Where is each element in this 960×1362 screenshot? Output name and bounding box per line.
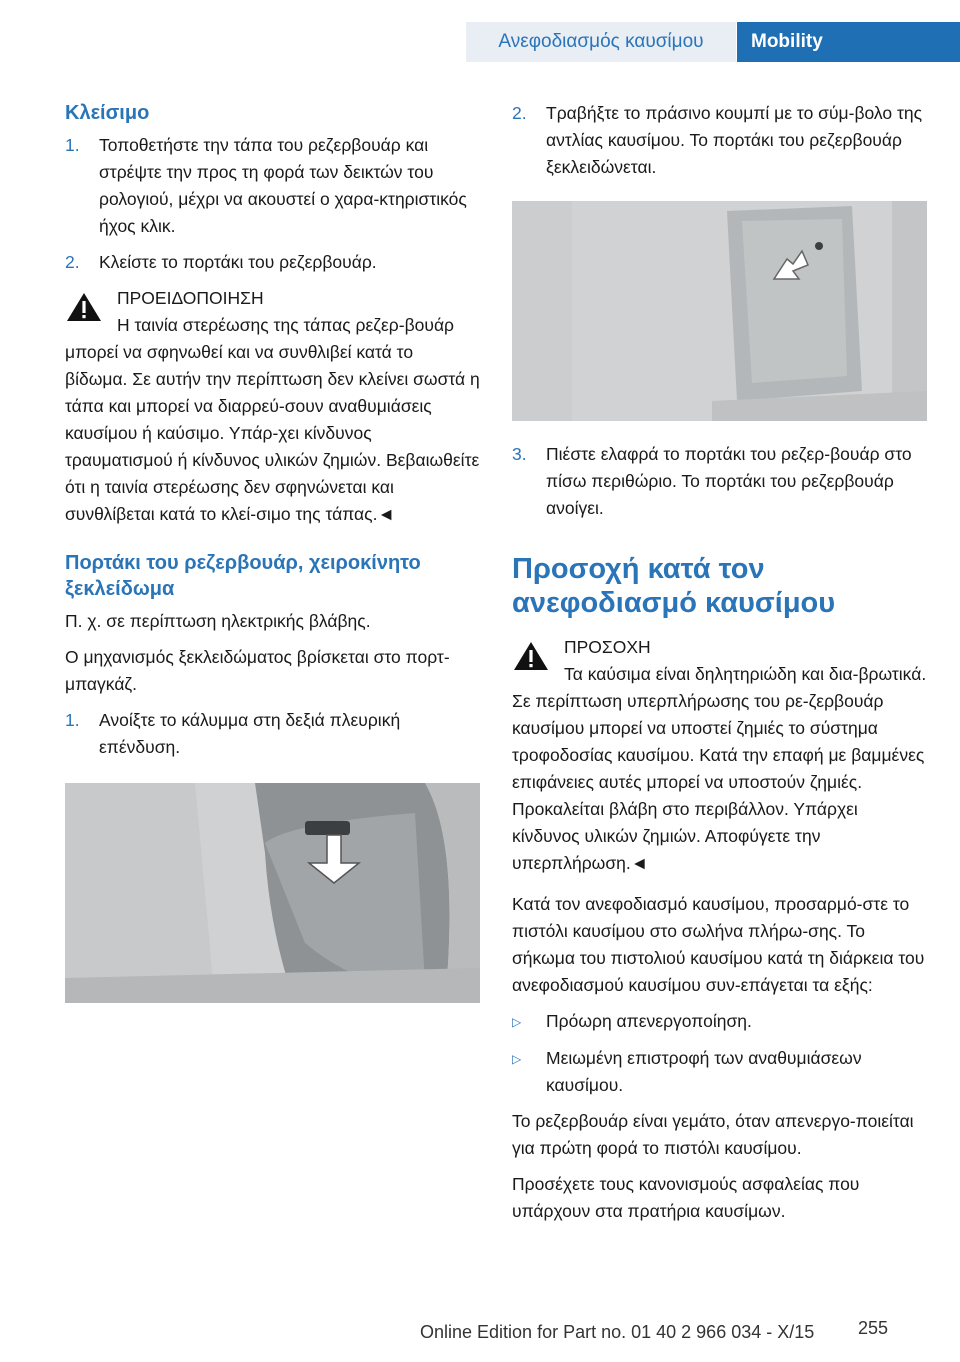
paragraph: Προσέχετε τους κανονισμούς ασφαλείας που υπάρχουν στα πρατήρια καυσίμων. <box>512 1174 860 1221</box>
list-item <box>512 441 927 522</box>
caution-title: ΠΡΟΣΟΧΗ <box>564 637 651 657</box>
step-number: 1. <box>65 135 80 155</box>
fuel-button-figure <box>512 201 927 421</box>
step-text: Τοποθετήστε την τάπα του ρεζερβουάρ και στρέψτε την προς τη φορά των δεικτών του ρολογιού, μέχρι να ακουστεί ο χαρα-κτηριστικός ήχος κλικ. <box>99 135 467 236</box>
paragraph: Ο μηχανισμός ξεκλειδώματος βρίσκεται στο πορτ-μπαγκάζ. <box>65 647 450 694</box>
bullet-triangle-icon: ▷ <box>512 1052 522 1066</box>
step-text: Ανοίξτε το κάλυμμα στη δεξιά πλευρική επένδυση. <box>99 710 401 757</box>
bullet-text: Πρόωρη απενεργοποίηση. <box>546 1011 752 1031</box>
header-chapter-label: Mobility <box>751 31 823 52</box>
warning-text: Η ταινία στερέωσης της τάπας ρεζερ-βουάρ μπορεί να σφηνωθεί και να συνθλιβεί κατά το βίδωμα. Σε αυτήν την περίπτωση δεν κλείνει σωστά η τάπα και μπορεί να διαρρεύ-σουν αναθυμιάσεις καυσίμου ή καύσιμο. Υπάρ-χει κίνδυνος τραυματισμού ή κίνδυνος υλικών ζημιών. Βεβαιωθείτε ότι η ταινία στερέωσης δεν σφηνώνεται και συνθλίβεται κατά το κλεί-σιμο της τάπας.◄ <box>65 315 480 524</box>
paragraph: Κατά τον ανεφοδιασμό καυσίμου, προσαρμό-στε το πιστόλι καυσίμου στο σωλήνα πλήρω-σης. Το σήκωμα του πιστολιού καυσίμου κατά τη διάρκεια του ανεφοδιασμού καυσίμου συν-επάγεται τα εξής: <box>512 894 925 995</box>
warning-title: ΠΡΟΕΙΔΟΠΟΙΗΣΗ <box>117 288 264 308</box>
footer-edition: Online Edition for Part no. 01 40 2 966 034 - X/15 <box>420 1322 815 1342</box>
caution-block <box>512 634 927 877</box>
header-section-tab <box>466 22 736 62</box>
trunk-cover-illustration <box>65 783 480 1003</box>
bullet-triangle-icon: ▷ <box>512 1015 522 1029</box>
list-item <box>65 707 480 761</box>
list-item <box>65 132 480 240</box>
left-column <box>65 100 480 1023</box>
list-item <box>512 1045 927 1099</box>
step-number: 3. <box>512 444 527 464</box>
step-text: Πιέστε ελαφρά το πορτάκι του ρεζερ-βουάρ στο πίσω περιθώριο. Το πορτάκι του ρεζερβουάρ ανοίγει. <box>546 444 912 518</box>
page-number: 255 <box>858 1318 889 1338</box>
closing-heading: Κλείσιμο <box>65 102 150 124</box>
paragraph: Π. χ. σε περίπτωση ηλεκτρικής βλάβης. <box>65 611 371 631</box>
warning-block <box>65 285 480 528</box>
paragraph: Το ρεζερβουάρ είναι γεμάτο, όταν απενεργο-ποιείται για πρώτη φορά το πιστόλι καυσίμου. <box>512 1111 914 1158</box>
fuel-button-illustration <box>512 201 927 421</box>
step-number: 2. <box>512 103 527 123</box>
warning-triangle-icon <box>65 291 103 323</box>
step-text: Τραβήξτε το πράσινο κουμπί με το σύμ-βολο της αντλίας καυσίμου. Το πορτάκι του ρεζερβουάρ ξεκλειδώνεται. <box>546 103 923 177</box>
list-item <box>512 1008 927 1036</box>
warning-triangle-icon <box>512 640 550 672</box>
step-text: Κλείστε το πορτάκι του ρεζερβουάρ. <box>99 252 377 272</box>
bullet-text: Μειωμένη επιστροφή των αναθυμιάσεων καυσίμου. <box>546 1048 862 1095</box>
step-number: 1. <box>65 710 80 730</box>
list-item <box>512 100 927 181</box>
trunk-cover-figure <box>65 783 480 1003</box>
list-item <box>65 249 480 276</box>
header-chapter-tab <box>737 22 960 62</box>
right-column <box>512 100 927 1234</box>
header-section-label: Ανεφοδιασμός καυσίμου <box>498 31 704 52</box>
manual-unlock-heading: Πορτάκι του ρεζερβουάρ, χειροκίνητο ξεκλείδωμα <box>65 552 421 600</box>
caution-text: Τα καύσιμα είναι δηλητηριώδη και δια-βρωτικά. Σε περίπτωση υπερπλήρωσης του ρε-ζερβουάρ καυσίμου μπορεί να υποστεί ζημιές το σύστημα τροφοδοσίας καυσίμου. Κατά την επαφή με βαμμένες επιφάνειες αυτές μπορεί να υποστούν ζημιές. Προκαλείται βλάβη στο περιβάλλον. Υπάρχει κίνδυνος υλικών ζημιών. Αποφύγετε την υπερπλήρωση.◄ <box>512 664 927 873</box>
refuel-care-heading: Προσοχή κατά τον ανεφοδιασμό καυσίμου <box>512 553 836 619</box>
step-number: 2. <box>65 252 80 272</box>
